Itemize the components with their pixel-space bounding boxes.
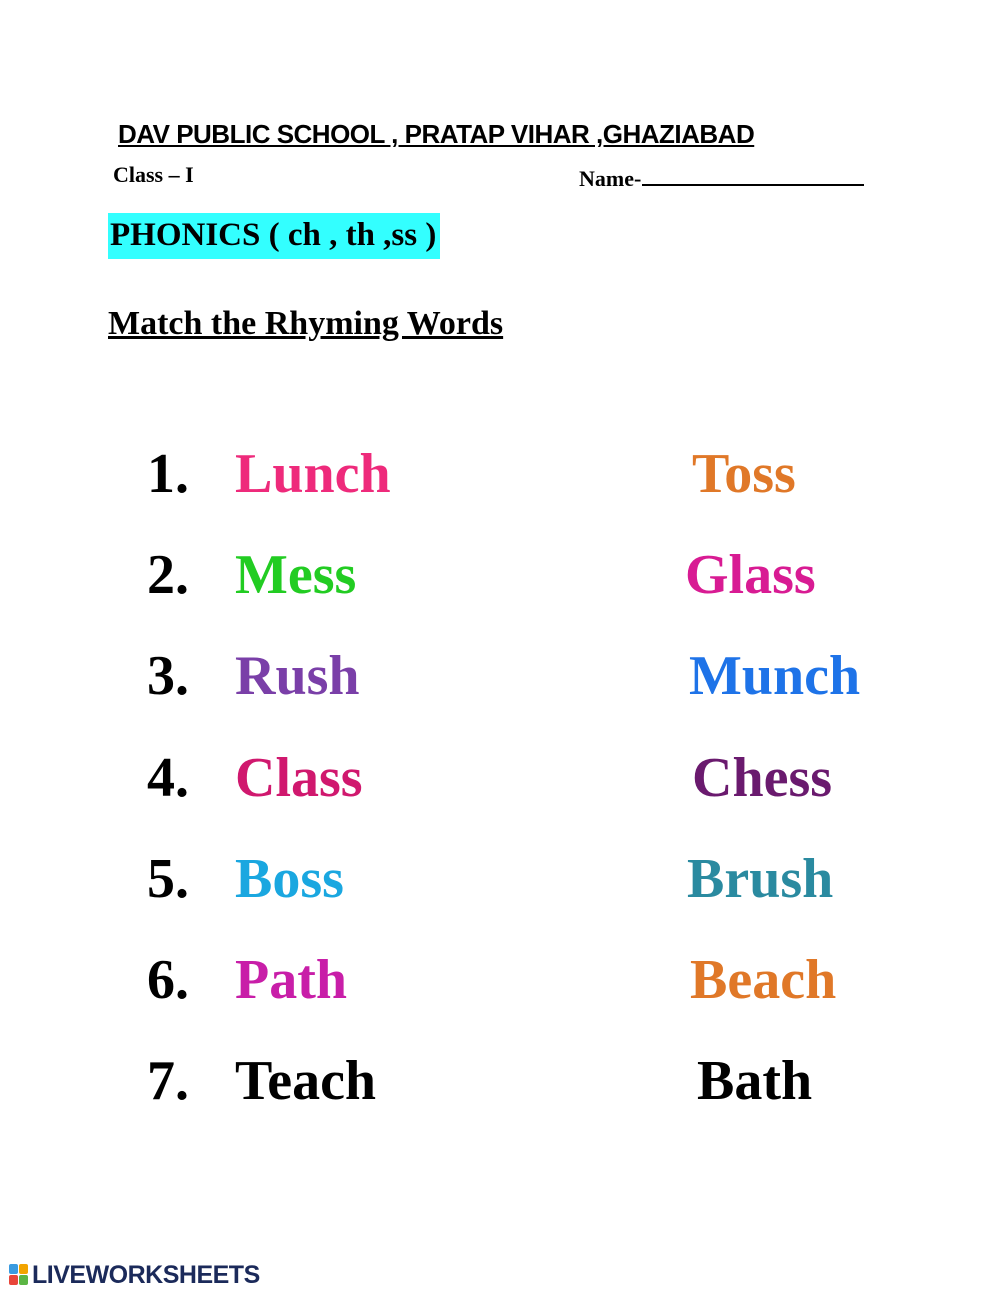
left-word: Path (235, 949, 347, 1011)
right-word: Beach (690, 949, 837, 1011)
name-blank-line (642, 162, 864, 186)
right-word: Bath (697, 1050, 813, 1112)
left-word: Mess (235, 544, 357, 606)
row-number: 6. (147, 949, 189, 1011)
row-number: 1. (147, 443, 189, 505)
match-row-3 (0, 641, 1000, 711)
match-row-6 (0, 945, 1000, 1015)
left-word: Rush (235, 645, 360, 707)
liveworksheets-footer (9, 1260, 260, 1290)
phonics-topic-heading: PHONICS ( ch , th ,ss ) (108, 213, 440, 259)
liveworksheets-logo-icon (9, 1264, 29, 1286)
match-row-2 (0, 540, 1000, 610)
match-row-4 (0, 743, 1000, 813)
row-number: 2. (147, 544, 189, 606)
left-word: Boss (235, 848, 344, 910)
liveworksheets-brand: LIVEWORKSHEETS (32, 1260, 260, 1289)
right-word: Glass (685, 544, 816, 606)
row-number: 3. (147, 645, 189, 707)
name-label (579, 162, 864, 192)
match-row-7 (0, 1046, 1000, 1116)
row-number: 7. (147, 1050, 189, 1112)
match-row-5 (0, 844, 1000, 914)
right-word: Toss (692, 443, 796, 505)
school-name: DAV PUBLIC SCHOOL , PRATAP VIHAR ,GHAZIABAD (118, 119, 755, 149)
right-word: Brush (687, 848, 834, 910)
name-label-text: Name- (579, 166, 642, 191)
right-word: Munch (689, 645, 861, 707)
left-word: Teach (235, 1050, 377, 1112)
row-number: 4. (147, 747, 189, 809)
class-label: Class – I (113, 162, 194, 187)
row-number: 5. (147, 848, 189, 910)
left-word: Class (235, 747, 363, 809)
right-word: Chess (692, 747, 833, 809)
match-row-1 (0, 439, 1000, 509)
left-word: Lunch (235, 443, 391, 505)
instruction-heading: Match the Rhyming Words (108, 305, 504, 342)
